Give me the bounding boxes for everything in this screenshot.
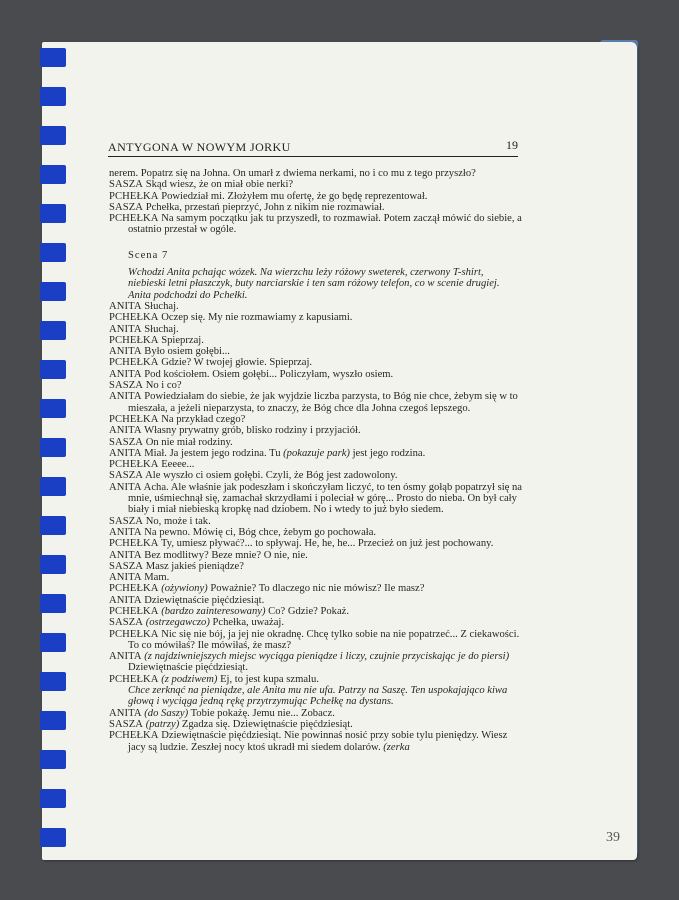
line-text: Ale wyszło ci osiem gołębi. Czyli, że Bóg jest zadowolony. bbox=[143, 470, 398, 482]
speaker-name: ANITA bbox=[109, 572, 142, 584]
speaker-name: PCHEŁKA bbox=[109, 673, 159, 685]
line-text: Gdzie? W twojej głowie. Spieprzaj. bbox=[158, 357, 313, 369]
dialogue-line bbox=[109, 730, 523, 753]
dialogue-line bbox=[109, 414, 523, 425]
line-text: Słuchaj. bbox=[141, 323, 179, 335]
line-text: No, może i tak. bbox=[143, 515, 211, 527]
dialogue-line bbox=[109, 168, 523, 179]
speaker-name: PCHEŁKA bbox=[109, 538, 159, 550]
inline-stage-direction: (patrzy) bbox=[145, 718, 180, 730]
dialogue-end bbox=[109, 708, 523, 753]
line-text: Powiedział mi. Złożyłem mu ofertę, że go będę reprezentował. bbox=[158, 190, 428, 202]
inline-stage-direction: (z podziwem) bbox=[161, 673, 218, 685]
line-text: Pchełka, przestań pieprzyć, John z nikim nie rozmawiał. bbox=[143, 201, 385, 213]
dialogue-line bbox=[109, 572, 523, 583]
dialogue-line bbox=[109, 708, 523, 719]
speaker-name: PCHEŁKA bbox=[109, 312, 159, 324]
dialogue-line bbox=[109, 617, 523, 628]
dialogue-line bbox=[109, 312, 523, 323]
line-text: Bez modlitwy? Beze mnie? O nie, nie. bbox=[141, 549, 308, 561]
dialogue-line bbox=[109, 561, 523, 572]
dialogue-line bbox=[109, 470, 523, 481]
binding-ring bbox=[40, 243, 66, 262]
speaker-name: PCHEŁKA bbox=[109, 730, 159, 742]
dialogue-line bbox=[109, 629, 523, 652]
dialogue-line bbox=[109, 391, 523, 414]
line-text: Dziewiętnaście pięćdziesiąt. Nie powinnaś nosić przy sobie tylu pieniędzy. Wiesz jacy są ludzie. Zeszłej nocy ktoś ukradł mi siedem dolarów. bbox=[128, 730, 508, 753]
speaker-name: SASZA bbox=[109, 436, 144, 448]
speaker-name: ANITA bbox=[109, 425, 142, 437]
speaker-name: ANITA bbox=[109, 481, 142, 493]
speaker-name: ANITA bbox=[109, 391, 142, 403]
stage-direction-intro: Wchodzi Anita pchając wózek. Na wierzchu leży różowy sweterek, czerwony T-shirt, niebieski letni płaszczyk, buty narciarskie i ten sam różowy telefon, co w scenie drugiej. Anita podchodzi do Pchełki. bbox=[128, 267, 500, 301]
dialogue-line bbox=[109, 651, 523, 674]
line-text: Własny prywatny grób, blisko rodziny i przyjaciół. bbox=[141, 425, 361, 437]
inline-stage-direction: (zerka bbox=[383, 741, 410, 753]
speaker-name: PCHEŁKA bbox=[109, 334, 159, 346]
line-text: Na pewno. Mówię ci, Bóg chce, żebym go pochowała. bbox=[141, 526, 377, 538]
dialogue-line bbox=[109, 448, 523, 459]
speaker-name: PCHEŁKA bbox=[109, 413, 159, 425]
dialogue-line bbox=[109, 719, 523, 730]
speaker-name: SASZA bbox=[109, 617, 144, 629]
speaker-name: PCHEŁKA bbox=[109, 628, 159, 640]
dialogue-line bbox=[109, 324, 523, 335]
line-text: Poważnie? To dlaczego nic nie mówisz? Ile masz? bbox=[207, 583, 425, 595]
binding-ring bbox=[40, 204, 66, 223]
dialogue-line bbox=[109, 595, 523, 606]
line-text: On nie miał rodziny. bbox=[143, 436, 233, 448]
dialogue-line bbox=[109, 516, 523, 527]
speaker-name: ANITA bbox=[109, 651, 142, 663]
speaker-name: SASZA bbox=[109, 718, 144, 730]
binding-ring bbox=[40, 282, 66, 301]
stage-direction-mid: Chce zerknąć na pieniądze, ale Anita mu nie ufa. Patrzy na Saszę. Ten uspokajająco kiwa głową i wyciąga jedną rękę przytrzymując Pchełkę na dystans. bbox=[128, 685, 508, 708]
line-text: No i co? bbox=[143, 380, 182, 392]
speaker-name: ANITA bbox=[109, 594, 142, 606]
binding-ring bbox=[40, 789, 66, 808]
page-number: 19 bbox=[506, 138, 518, 152]
inline-stage-direction: (z najdziwniejszych miejsc wyciąga pieniądze i liczy, czujnie przyciskając je do piersi) bbox=[144, 651, 510, 663]
speaker-name: ANITA bbox=[109, 300, 142, 312]
dialogue-line bbox=[109, 335, 523, 346]
dialogue-line bbox=[109, 527, 523, 538]
line-text: Zgadza się. Dziewiętnaście pięćdziesiąt. bbox=[179, 718, 353, 730]
line-text: Oczep się. My nie rozmawiamy z kapusiami. bbox=[158, 312, 353, 324]
line-text: Nic się nie bój, ja jej nie okradnę. Chcę tylko sobie na nie popatrzeć... Z ciekawości. To co mówiłaś? Ile mówiłaś, że masz? bbox=[128, 628, 520, 651]
line-text: Na samym początku jak tu przyszedł, to rozmawiał. Potem zaczął mówić do siebie, a ostatnio przestał w ogóle. bbox=[128, 213, 522, 236]
binding-ring bbox=[40, 828, 66, 847]
dialogue-line bbox=[109, 550, 523, 561]
speaker-name: ANITA bbox=[109, 526, 142, 538]
line-text: Tobie pokażę. Jemu nie... Zobacz. bbox=[188, 707, 335, 719]
dialogue-line bbox=[109, 346, 523, 357]
dialogue-line bbox=[109, 606, 523, 617]
dialogue-line bbox=[109, 213, 523, 236]
speaker-name: PCHEŁKA bbox=[109, 190, 159, 202]
handwritten-page-number: 39 bbox=[606, 830, 620, 845]
speaker-name: PCHEŁKA bbox=[109, 213, 159, 225]
binding-ring bbox=[40, 126, 66, 145]
line-text: Ej, to jest kupa szmalu. bbox=[217, 673, 319, 685]
line-text: nerem. Popatrz się na Johna. On umarł z dwiema nerkami, no i co mu z tego przyszło? bbox=[109, 168, 476, 179]
dialogue-line bbox=[109, 179, 523, 190]
binding-ring bbox=[40, 750, 66, 769]
binding-ring bbox=[40, 360, 66, 379]
dialogue-line bbox=[109, 674, 523, 685]
line-text: jest jego rodzina. bbox=[349, 447, 426, 459]
dialogue-line bbox=[109, 583, 523, 594]
line-text: Pod kościołem. Osiem gołębi... Policzyłam, wyszło osiem. bbox=[141, 368, 394, 380]
speaker-name: ANITA bbox=[109, 323, 142, 335]
speaker-name: SASZA bbox=[109, 380, 144, 392]
line-text: Słuchaj. bbox=[141, 300, 179, 312]
binding-ring bbox=[40, 87, 66, 106]
binding-ring bbox=[40, 321, 66, 340]
speaker-name: SASZA bbox=[109, 515, 144, 527]
inline-stage-direction: (bardzo zainteresowany) bbox=[161, 605, 266, 617]
speaker-name: PCHEŁKA bbox=[109, 357, 159, 369]
spiral-binding bbox=[40, 48, 70, 858]
scene-title: Scena 7 bbox=[128, 249, 169, 261]
speaker-name: SASZA bbox=[109, 470, 144, 482]
line-text: Co? Gdzie? Pokaż. bbox=[265, 605, 350, 617]
dialogue-line bbox=[109, 191, 523, 202]
dialogue-line bbox=[109, 369, 523, 380]
inline-stage-direction: (do Saszy) bbox=[144, 707, 189, 719]
speaker-name: ANITA bbox=[109, 549, 142, 561]
speaker-name: PCHEŁKA bbox=[109, 583, 159, 595]
inline-stage-direction: (ożywiony) bbox=[161, 583, 208, 595]
header-title: ANTYGONA W NOWYM JORKU bbox=[108, 140, 291, 154]
line-text: Miał. Ja jestem jego rodzina. Tu bbox=[141, 447, 284, 459]
speaker-name: SASZA bbox=[109, 201, 144, 213]
speaker-name: ANITA bbox=[109, 368, 142, 380]
inline-stage-direction: (ostrzegawczo) bbox=[145, 617, 210, 629]
dialogue-after-scene bbox=[109, 301, 523, 685]
line-text: Pchełka, uważaj. bbox=[209, 617, 285, 629]
dialogue-line bbox=[109, 482, 523, 516]
line-text: Dziewiętnaście pięćdziesiąt. bbox=[141, 594, 265, 606]
speaker-name: SASZA bbox=[109, 560, 144, 572]
binding-ring bbox=[40, 594, 66, 613]
binding-ring bbox=[40, 165, 66, 184]
dialogue-line bbox=[109, 437, 523, 448]
dialogue-line bbox=[109, 425, 523, 436]
line-text: Skąd wiesz, że on miał obie nerki? bbox=[143, 179, 294, 191]
line-text: Masz jakieś pieniądze? bbox=[143, 560, 244, 572]
inline-stage-direction: (pokazuje park) bbox=[283, 447, 350, 459]
speaker-name: PCHEŁKA bbox=[109, 459, 159, 471]
dialogue-line bbox=[109, 380, 523, 391]
binding-ring bbox=[40, 399, 66, 418]
dialogue-line bbox=[109, 538, 523, 549]
binding-ring bbox=[40, 516, 66, 535]
binding-ring bbox=[40, 555, 66, 574]
speaker-name: SASZA bbox=[109, 179, 144, 191]
dialogue-line bbox=[109, 202, 523, 213]
line-text: Mam. bbox=[141, 572, 170, 584]
line-text: Eeeee... bbox=[158, 459, 195, 471]
line-text: Ty, umiesz pływać?... to spływaj. He, he, he... Przecież on już jest pochowany. bbox=[158, 538, 494, 550]
binding-ring bbox=[40, 477, 66, 496]
speaker-name: ANITA bbox=[109, 447, 142, 459]
line-text: Acha. Ale właśnie jak podeszłam i skończyłam liczyć, to ten ósmy gołąb popatrzył się na mnie, uśmiechnął się, zamachał skrzydłami i poleciał w górę... Prosto do nieba. On był cały biały i miał niebieską kropkę nad dziobem. No i wtedy to już było siedem. bbox=[128, 481, 522, 516]
line-text: Dziewiętnaście pięćdziesiąt. bbox=[128, 662, 249, 674]
binding-ring bbox=[40, 633, 66, 652]
play-text bbox=[109, 168, 523, 753]
dialogue-before-scene bbox=[109, 168, 523, 236]
line-text: Na przykład czego? bbox=[158, 413, 246, 425]
speaker-name: PCHEŁKA bbox=[109, 605, 159, 617]
line-text: Było osiem gołębi... bbox=[141, 346, 230, 358]
speaker-name: ANITA bbox=[109, 346, 142, 358]
binding-ring bbox=[40, 711, 66, 730]
running-header bbox=[108, 138, 518, 157]
binding-ring bbox=[40, 48, 66, 67]
line-text: Spieprzaj. bbox=[158, 334, 204, 346]
dialogue-line bbox=[109, 357, 523, 368]
dialogue-line bbox=[109, 301, 523, 312]
dialogue-line bbox=[109, 459, 523, 470]
line-text: Powiedziałam do siebie, że jak wyjdzie liczba parzysta, to Bóg nie chce, żebym się w to mieszała, a jeżeli nieparzysta, to znaczy, że Bóg chce dla Johna czegoś lepszego. bbox=[128, 391, 518, 414]
speaker-name: ANITA bbox=[109, 707, 142, 719]
binding-ring bbox=[40, 438, 66, 457]
binding-ring bbox=[40, 672, 66, 691]
